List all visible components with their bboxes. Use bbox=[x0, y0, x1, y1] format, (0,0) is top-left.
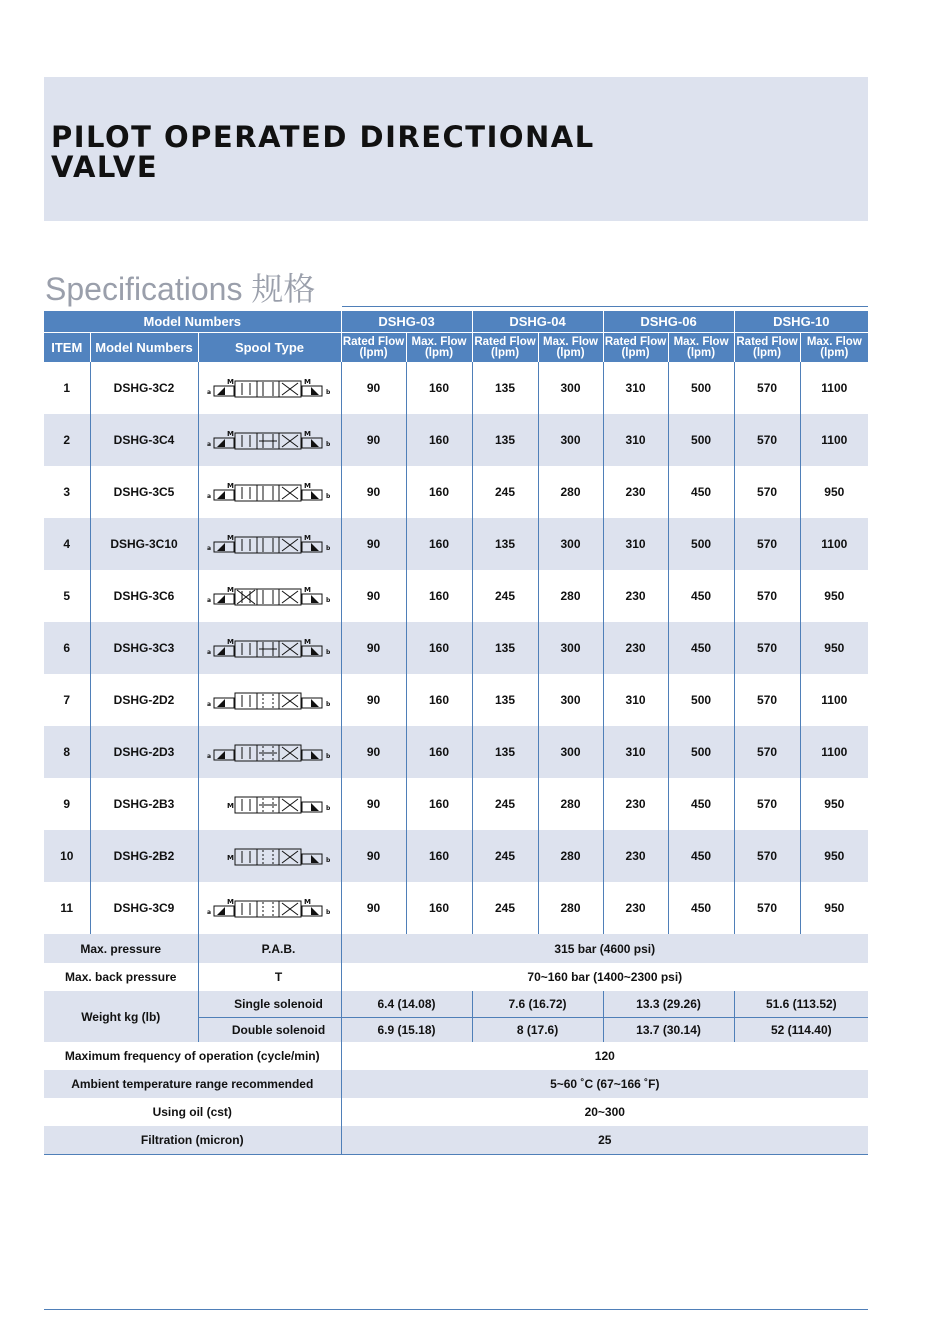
spool-type-cell bbox=[198, 674, 341, 726]
rated-flow-value: 570 bbox=[734, 414, 800, 466]
item-number: 11 bbox=[60, 901, 74, 915]
rated-flow-value: 245 bbox=[472, 778, 538, 830]
spool-type-cell bbox=[198, 726, 341, 778]
max-flow-value: 500 bbox=[668, 674, 734, 726]
rated-flow-value: 230 bbox=[603, 622, 668, 674]
svg-text:a: a bbox=[206, 649, 211, 656]
spool-type-cell bbox=[198, 830, 341, 882]
item-number: 10 bbox=[44, 830, 90, 882]
single-weight-value: 7.6 (16.72) bbox=[472, 991, 603, 1018]
spool-symbol-icon bbox=[205, 481, 335, 503]
max-pressure-port: P.A.B. bbox=[198, 934, 341, 963]
max-flow-value: 950 bbox=[800, 882, 868, 934]
max-flow-value: 500 bbox=[668, 518, 734, 570]
svg-text:b: b bbox=[325, 545, 330, 552]
rated-flow-value: 90 bbox=[341, 882, 406, 934]
spec-row bbox=[44, 934, 868, 963]
rated-flow-value: 90 bbox=[341, 414, 406, 466]
max-back-pressure-port: T bbox=[198, 963, 341, 991]
model-number: DSHG-3C3 bbox=[90, 622, 198, 674]
rated-flow-value: 230 bbox=[603, 882, 668, 934]
svg-text:a: a bbox=[206, 441, 211, 448]
model-number: DSHG-3C9 bbox=[90, 882, 198, 934]
svg-text:b: b bbox=[325, 701, 330, 708]
svg-text:a: a bbox=[206, 597, 211, 604]
svg-text:a: a bbox=[206, 493, 211, 500]
svg-text:M: M bbox=[303, 482, 311, 490]
max-flow-value: 280 bbox=[538, 778, 603, 830]
col-header-model: Model Numbers bbox=[90, 333, 198, 363]
max-flow-value: 280 bbox=[538, 830, 603, 882]
svg-text:b: b bbox=[325, 909, 330, 916]
spool-type-cell bbox=[198, 778, 341, 830]
max-flow-value: 160 bbox=[406, 778, 472, 830]
max-flow-value: 160 bbox=[406, 882, 472, 934]
svg-text:a: a bbox=[206, 389, 211, 396]
model-number: DSHG-3C6 bbox=[90, 570, 198, 622]
max-flow-value: 450 bbox=[668, 466, 734, 518]
spool-symbol-icon bbox=[205, 897, 335, 919]
col-header-rated-flow bbox=[341, 333, 406, 363]
header-row-1 bbox=[44, 311, 868, 333]
item-number: 2 bbox=[44, 414, 90, 466]
item-number: 8 bbox=[44, 726, 90, 778]
model-number: DSHG-3C2 bbox=[90, 362, 198, 414]
max-flow-value: 450 bbox=[668, 778, 734, 830]
col-header-max-flow bbox=[406, 333, 472, 363]
rated-flow-value: 570 bbox=[734, 830, 800, 882]
max-flow-value: 1100 bbox=[800, 674, 868, 726]
svg-text:M: M bbox=[226, 854, 234, 862]
freq-value: 120 bbox=[341, 1042, 868, 1070]
table-row bbox=[44, 778, 868, 830]
filtration-value: 25 bbox=[341, 1126, 868, 1155]
flow-header-label: Max. Flow bbox=[673, 335, 729, 348]
max-flow-value: 160 bbox=[406, 622, 472, 674]
table-row bbox=[44, 518, 868, 570]
flow-header-unit: (lpm) bbox=[490, 346, 520, 359]
rated-flow-value: 310 bbox=[603, 362, 668, 414]
spool-symbol-icon bbox=[205, 429, 335, 451]
spec-row bbox=[44, 1042, 868, 1070]
max-pressure-value: 315 bar (4600 psi) bbox=[341, 934, 868, 963]
model-number: DSHG-3C4 bbox=[90, 414, 198, 466]
oil-label: Using oil (cst) bbox=[152, 1105, 232, 1119]
max-back-pressure-label: Max. back pressure bbox=[65, 970, 177, 984]
max-flow-value: 280 bbox=[538, 466, 603, 518]
svg-text:M: M bbox=[226, 482, 234, 490]
svg-text:a: a bbox=[206, 701, 211, 708]
max-flow-value: 950 bbox=[800, 570, 868, 622]
rated-flow-value: 90 bbox=[341, 362, 406, 414]
max-flow-value: 450 bbox=[668, 830, 734, 882]
table-row bbox=[44, 622, 868, 674]
col-header-item: ITEM bbox=[44, 333, 90, 363]
spec-row bbox=[44, 1098, 868, 1126]
single-weight-value: 51.6 (113.52) bbox=[734, 991, 868, 1018]
spool-symbol-icon bbox=[205, 689, 335, 711]
rated-flow-value: 90 bbox=[341, 778, 406, 830]
flow-header-unit: (lpm) bbox=[359, 346, 388, 359]
weight-label: Weight kg (lb) bbox=[44, 991, 198, 1042]
col-header-max-flow bbox=[800, 333, 868, 363]
rated-flow-value: 310 bbox=[603, 674, 668, 726]
max-pressure-label: Max. pressure bbox=[44, 934, 198, 963]
temp-value: 5~60 ˚C (67~166 ˚F) bbox=[341, 1070, 868, 1098]
table-row bbox=[44, 726, 868, 778]
spool-symbol-icon bbox=[205, 845, 335, 867]
header-row-2 bbox=[44, 333, 868, 363]
item-number: 9 bbox=[63, 797, 71, 811]
flow-header-unit: (lpm) bbox=[424, 346, 454, 359]
max-flow-value: 160 bbox=[406, 726, 472, 778]
max-flow-value: 1100 bbox=[800, 414, 868, 466]
flow-header-label: Rated Flow bbox=[736, 335, 798, 348]
table-row bbox=[44, 362, 868, 414]
rated-flow-value: 230 bbox=[603, 830, 668, 882]
spool-type-cell bbox=[198, 362, 341, 414]
bottom-rule bbox=[44, 1309, 868, 1310]
rated-flow-value: 570 bbox=[734, 570, 800, 622]
item-number: 6 bbox=[44, 622, 90, 674]
specifications-table bbox=[44, 311, 868, 1155]
table-row bbox=[44, 570, 868, 622]
model-number: DSHG-2D2 bbox=[90, 674, 198, 726]
rated-flow-value: 310 bbox=[603, 726, 668, 778]
max-flow-value: 280 bbox=[538, 570, 603, 622]
model-header-dshg-10: DSHG-10 bbox=[734, 311, 868, 333]
item-number: 1 bbox=[63, 381, 71, 395]
flow-header-label: Rated Flow bbox=[474, 335, 536, 348]
svg-text:b: b bbox=[325, 493, 330, 500]
rated-flow-value: 570 bbox=[734, 466, 800, 518]
title-line-1: PILOT OPERATED DIRECTIONAL bbox=[51, 120, 595, 154]
rated-flow-value: 570 bbox=[734, 622, 800, 674]
max-flow-value: 160 bbox=[406, 466, 472, 518]
max-flow-value: 950 bbox=[800, 830, 868, 882]
rated-flow-value: 230 bbox=[603, 466, 668, 518]
svg-text:M: M bbox=[226, 430, 234, 438]
title-line-2: VALVE bbox=[51, 150, 159, 184]
svg-text:M: M bbox=[303, 898, 311, 906]
max-flow-value: 300 bbox=[538, 674, 603, 726]
max-flow-value: 1100 bbox=[800, 726, 868, 778]
flow-header-unit: (lpm) bbox=[686, 346, 716, 359]
svg-text:M: M bbox=[226, 638, 234, 646]
max-flow-value: 300 bbox=[538, 622, 603, 674]
flow-header-label: Rated Flow bbox=[342, 335, 405, 348]
model-header-dshg-03: DSHG-03 bbox=[341, 311, 472, 333]
flow-header-label: Max. Flow bbox=[543, 335, 598, 348]
max-flow-value: 160 bbox=[406, 570, 472, 622]
max-flow-value: 1100 bbox=[800, 518, 868, 570]
rated-flow-value: 90 bbox=[341, 674, 406, 726]
col-header-rated-flow bbox=[734, 333, 800, 363]
spec-row bbox=[44, 963, 868, 991]
col-header-rated-flow bbox=[472, 333, 538, 363]
table-row bbox=[44, 466, 868, 518]
svg-text:b: b bbox=[325, 805, 330, 812]
spec-row bbox=[44, 1126, 868, 1155]
rated-flow-value: 90 bbox=[341, 570, 406, 622]
flow-header-label: Max. Flow bbox=[806, 335, 862, 348]
max-flow-value: 160 bbox=[406, 674, 472, 726]
flow-header-unit: (lpm) bbox=[820, 346, 849, 359]
svg-text:M: M bbox=[226, 378, 234, 386]
spec-row bbox=[44, 1070, 868, 1098]
spool-type-cell bbox=[198, 622, 341, 674]
model-numbers-group-header: Model Numbers bbox=[44, 311, 341, 333]
spool-symbol-icon bbox=[205, 741, 335, 763]
rated-flow-value: 570 bbox=[734, 778, 800, 830]
spool-type-cell bbox=[198, 466, 341, 518]
max-flow-value: 160 bbox=[406, 414, 472, 466]
rated-flow-value: 245 bbox=[472, 882, 538, 934]
oil-value: 20~300 bbox=[341, 1098, 868, 1126]
section-title: Specifications 规格 bbox=[45, 271, 316, 307]
svg-text:b: b bbox=[325, 441, 330, 448]
col-header-rated-flow bbox=[603, 333, 668, 363]
col-header-spool: Spool Type bbox=[198, 333, 341, 363]
table-row bbox=[44, 674, 868, 726]
spool-type-cell bbox=[198, 570, 341, 622]
rated-flow-value: 245 bbox=[472, 570, 538, 622]
max-flow-value: 160 bbox=[406, 830, 472, 882]
title-banner bbox=[44, 77, 868, 221]
spool-symbol-icon bbox=[205, 585, 335, 607]
max-flow-value: 1100 bbox=[800, 362, 868, 414]
model-number: DSHG-2B3 bbox=[90, 778, 198, 830]
spool-symbol-icon bbox=[205, 793, 335, 815]
svg-text:b: b bbox=[325, 649, 330, 656]
max-flow-value: 450 bbox=[668, 570, 734, 622]
max-flow-value: 950 bbox=[800, 778, 868, 830]
rated-flow-value: 135 bbox=[472, 622, 538, 674]
rated-flow-value: 570 bbox=[734, 362, 800, 414]
svg-text:a: a bbox=[206, 545, 211, 552]
col-header-max-flow bbox=[668, 333, 734, 363]
svg-text:M: M bbox=[303, 638, 311, 646]
max-flow-value: 450 bbox=[668, 882, 734, 934]
spool-symbol-icon bbox=[205, 377, 335, 399]
flow-header-unit: (lpm) bbox=[556, 346, 585, 359]
svg-text:M: M bbox=[226, 586, 234, 594]
svg-text:b: b bbox=[325, 389, 330, 396]
rated-flow-value: 245 bbox=[472, 830, 538, 882]
rated-flow-value: 570 bbox=[734, 674, 800, 726]
double-weight-value: 13.7 (30.14) bbox=[603, 1018, 734, 1043]
freq-label: Maximum frequency of operation (cycle/min) bbox=[64, 1049, 320, 1063]
svg-text:M: M bbox=[303, 378, 311, 386]
max-flow-value: 300 bbox=[538, 414, 603, 466]
double-solenoid-label: Double solenoid bbox=[198, 1018, 341, 1043]
model-number: DSHG-3C5 bbox=[90, 466, 198, 518]
max-flow-value: 160 bbox=[406, 362, 472, 414]
single-solenoid-label: Single solenoid bbox=[198, 991, 341, 1018]
max-flow-value: 160 bbox=[406, 518, 472, 570]
max-flow-value: 500 bbox=[668, 362, 734, 414]
max-flow-value: 950 bbox=[800, 466, 868, 518]
rated-flow-value: 90 bbox=[341, 622, 406, 674]
svg-text:M: M bbox=[303, 586, 311, 594]
rated-flow-value: 570 bbox=[734, 518, 800, 570]
flow-header-label: Max. Flow bbox=[411, 335, 467, 348]
col-header-max-flow bbox=[538, 333, 603, 363]
max-flow-value: 450 bbox=[668, 622, 734, 674]
rated-flow-value: 135 bbox=[472, 414, 538, 466]
max-flow-value: 300 bbox=[538, 518, 603, 570]
max-flow-value: 500 bbox=[668, 726, 734, 778]
svg-text:M: M bbox=[226, 802, 234, 810]
model-header-dshg-04: DSHG-04 bbox=[472, 311, 603, 333]
rated-flow-value: 310 bbox=[603, 518, 668, 570]
max-flow-value: 280 bbox=[538, 882, 603, 934]
filtration-label: Filtration (micron) bbox=[44, 1126, 341, 1155]
rated-flow-value: 90 bbox=[341, 466, 406, 518]
flow-header-unit: (lpm) bbox=[621, 346, 650, 359]
spool-symbol-icon bbox=[205, 637, 335, 659]
rated-flow-value: 135 bbox=[472, 518, 538, 570]
svg-text:a: a bbox=[206, 753, 211, 760]
rated-flow-value: 90 bbox=[341, 830, 406, 882]
flow-header-unit: (lpm) bbox=[752, 346, 782, 359]
spool-type-cell bbox=[198, 414, 341, 466]
rated-flow-value: 135 bbox=[472, 726, 538, 778]
svg-text:M: M bbox=[303, 534, 311, 542]
weight-single-row bbox=[44, 991, 868, 1018]
rated-flow-value: 230 bbox=[603, 778, 668, 830]
rated-flow-value: 135 bbox=[472, 674, 538, 726]
temp-label: Ambient temperature range recommended bbox=[44, 1070, 341, 1098]
rated-flow-value: 245 bbox=[472, 466, 538, 518]
item-number: 4 bbox=[44, 518, 90, 570]
svg-text:b: b bbox=[325, 857, 330, 864]
svg-text:a: a bbox=[206, 909, 211, 916]
spool-type-cell bbox=[198, 518, 341, 570]
svg-text:M: M bbox=[226, 898, 234, 906]
rated-flow-value: 570 bbox=[734, 882, 800, 934]
item-number: 3 bbox=[63, 485, 71, 499]
svg-text:b: b bbox=[325, 597, 330, 604]
double-weight-value: 52 (114.40) bbox=[734, 1018, 868, 1043]
max-back-pressure-value: 70~160 bar (1400~2300 psi) bbox=[341, 963, 868, 991]
rated-flow-value: 135 bbox=[472, 362, 538, 414]
table-row bbox=[44, 414, 868, 466]
max-flow-value: 300 bbox=[538, 726, 603, 778]
double-weight-value: 8 (17.6) bbox=[472, 1018, 603, 1043]
rated-flow-value: 90 bbox=[341, 726, 406, 778]
double-weight-value: 6.9 (15.18) bbox=[341, 1018, 472, 1043]
spool-type-cell bbox=[198, 882, 341, 934]
model-number: DSHG-3C10 bbox=[90, 518, 198, 570]
table-row bbox=[44, 882, 868, 934]
svg-text:M: M bbox=[226, 534, 234, 542]
rated-flow-value: 90 bbox=[341, 518, 406, 570]
model-number: DSHG-2D3 bbox=[90, 726, 198, 778]
svg-text:b: b bbox=[325, 753, 330, 760]
section-rule bbox=[342, 306, 868, 307]
rated-flow-value: 570 bbox=[734, 726, 800, 778]
item-number: 5 bbox=[63, 589, 71, 603]
max-flow-value: 950 bbox=[800, 622, 868, 674]
page-title bbox=[51, 122, 595, 182]
single-weight-value: 13.3 (29.26) bbox=[603, 991, 734, 1018]
rated-flow-value: 230 bbox=[603, 570, 668, 622]
spool-symbol-icon bbox=[205, 533, 335, 555]
table-row bbox=[44, 830, 868, 882]
model-header-dshg-06: DSHG-06 bbox=[603, 311, 734, 333]
item-number: 7 bbox=[63, 693, 71, 707]
max-flow-value: 300 bbox=[538, 362, 603, 414]
svg-text:M: M bbox=[303, 430, 311, 438]
single-weight-value: 6.4 (14.08) bbox=[341, 991, 472, 1018]
model-number: DSHG-2B2 bbox=[90, 830, 198, 882]
max-flow-value: 500 bbox=[668, 414, 734, 466]
rated-flow-value: 310 bbox=[603, 414, 668, 466]
flow-header-label: Rated Flow bbox=[604, 335, 667, 348]
